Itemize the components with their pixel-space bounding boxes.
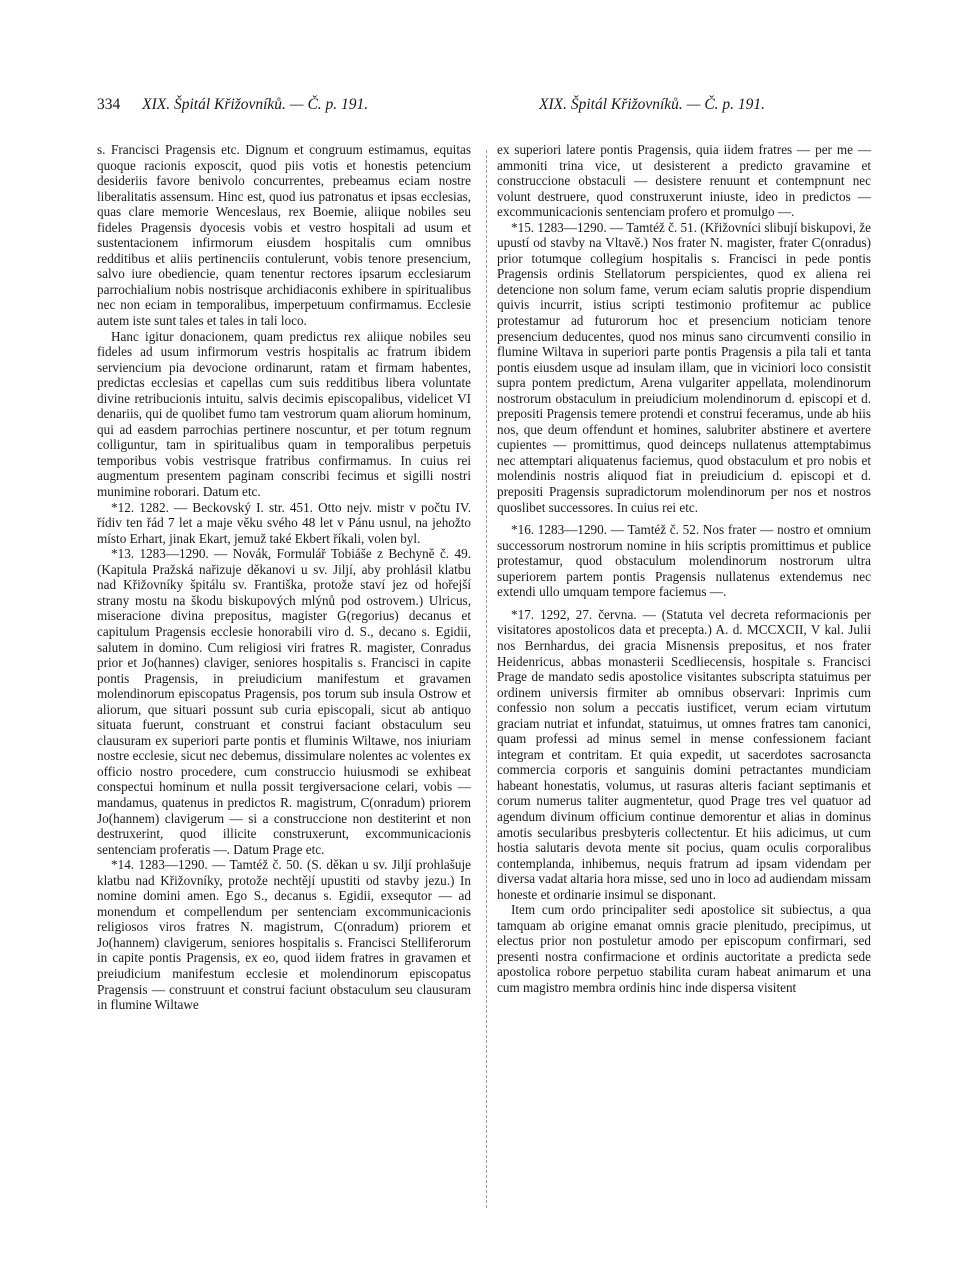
running-title-left: XIX. Špitál Křižovníků. — Č. p. 191.: [142, 96, 369, 113]
running-title-right: XIX. Špitál Křižovníků. — Č. p. 191.: [539, 96, 766, 113]
paragraph: Hanc igitur donacionem, quam predictus rex aliique nobiles seu fideles ad usum infirmorum vestris hospitalis ac fratrum ibidem serviencium pia devocione ordinarunt, ratam et firmam habentes, predictas ecclesias et capellas cum suis redditibus libera voluntate divine retribucionis intuitu, salvis decimis episcopalibus, videlicet VI denariis, qui de quolibet fumo tam vestrorum quam aliorum hominum, qui ad easdem parrochias pertinere noscuntur, et per totum regnum colliguntur, tam in spiritualibus quam in temporalibus perpetuis temporibus vobis vestrisque fratribus confirmamus. In cuius rei augmentum presentem paginam conscribi fecimus et sigilli nostri munimine roborari. Datum etc.: [97, 328, 471, 500]
page-header-right: [539, 96, 765, 114]
entry-16: *16. 1283—1290. — Tamtéž č. 52. Nos frater — nostro et omnium successorum nostrorum nomine in hiis scriptis promittimus et publice protestamur, quod obstaculum molendinorum nostrorum ultra superiorem partem pontis Pragensis nullatenus extendemus nec extendi ullo umquam tempore faciemus —.: [497, 522, 871, 600]
entry-17: *17. 1292, 27. června. — (Statuta vel decreta reformacionis per visitatores apostolicos data et precepta.) A. d. MCCXCII, V kal. Julii nos Bernhardus, dei gracia Misnensis prepositus, et nos frater Heidenricus, abbas monasterii Scedliecensis, hospitale s. Francisci Prage de mandato sedis apostolice visitantes subscripta statuimus per ordinem universis firmiter ab omnibus observari: Inprimis cum confessio non solum a peccatis iustificet, verum eciam virtutum graciam nutriat et infundat, statuimus, ut omnes fratres tam canonici, quam professi ad minus semel in mense confessionem faciant integram et contritam. Et quia expedit, ut sacerdotes sacrosancta commercia corporis et sanguinis domini petractantes mundiciam habeant honestatis, volumus, ut rasuras alteris faciant septimanis et corum numerus taliter augmentetur, quod Prage tres vel quatuor ad agendum divinum officium continue demorentur et alias in dominus amotis secularibus presbyteris collectentur. Et hiis adicimus, ut cum hostia salutaris devota mente sit pocius, quam oculis corporalibus contemplanda, inhibemus, nequis fratrum ad ipsam videndam per diversa vadat altaria hora misse, sed uno in loco ad audiendam missam honeste et ordinarie insimul se disponant.: [497, 606, 871, 902]
entry-13: *13. 1283—1290. — Novák, Formulář Tobiáše z Bechyně č. 49. (Kapitula Pražská nařizuje děkanovi u sv. Jiljí, aby prohlásil klatbu nad Křižovníky špitálu sv. Františka, protože staví jez od hořejší strany mostu na škodu biskupových mlýnů pod ostrovem.) Ulricus, miseracione divina prepositus, magister G(regorius) decanus et capitulum Pragensis ecclesie honorabili viro d. S., decano s. Egidii, salutem in domino. Cum religiosi viri fratres R. magister, Conradus prior et Jo(hannes) claviger, seniores hospitalis s. Francisci in capite pontis Pragensis, in preiudicium manifestum et gravamen molendinorum episcopatus Pragensis, pos torum sub insula Ostrow et aliorum, que situari possunt sub curia episcopali, sicut ab antiquo situata fuerunt, construant et construi faciant obstaculum seu clausuram ex superiori parte pontis et fluminis Wiltawe, nos iniuriam nostre ecclesie, sicut nec debemus, dissimulare nolentes ac volentes ex officio nostro procedere, cum construccio huiusmodi se exhibeat conspectui hominum et nulla possit tergiversacione celari, vobis — mandamus, quatenus in predictos R. magistrum, C(onradum) priorem Jo(hannem) clavigerum — si a construccione non destiterint et non destruxerint, quod illicite construxerunt, excommunicacionis sentenciam proferatis —. Datum Prage etc.: [97, 546, 471, 857]
page-number: 334: [97, 96, 121, 113]
entry-12: *12. 1282. — Beckovský I. str. 451. Otto nejv. mistr v počtu IV. řídiv ten řád 7 let a maje věku svého 48 let v Pánu usnul, na jehožto místo Erhart, jinak Ekart, jemuž také Ekbert říkali, volen byl.: [97, 499, 471, 546]
paragraph: Item cum ordo principaliter sedi apostolice sit subiectus, a qua tamquam ab origine emanat omnis gracie plenitudo, precipimus, ut electus prior non postuletur amodo per episcopum confirmari, sed presenti nostra confirmacione et ordinis auctoritate a predicta sede apostolica robore perpetuo stabilita curam habeat animarum et una cum magistro membra ordinis hinc inde dispersa visitent: [497, 902, 871, 995]
paragraph: s. Francisci Pragensis etc. Dignum et congruum estimamus, equitas quoque racionis exposcit, quod piis votis et honestis petencium desideriis favore benivolo concurrentes, prebeamus eciam nostre liberalitatis assensum. Hinc est, quod ius patronatus et ipsas ecclesias, quas clare memorie Wenceslaus, rex Boemie, aliique nobiles seu fideles Pragensis dyocesis vobis et vestro hospitali ad usum et sustentacionem infirmorum eiusdem hospitalis cum omnibus redditibus et aliis pertinenciis contulerunt, vobis tenore presencium, salvo iure obediencie, quam tenentur rectores ipsarum ecclesiarum parrochialium nobis nostrisque archidiaconis exhibere in spiritualibus nec non eciam in temporalibus, imperpetuum confirmamus. Ecclesie autem iste sunt tales et tales in tali loco.: [97, 142, 471, 329]
right-column: [497, 142, 871, 996]
entry-15: *15. 1283—1290. — Tamtéž č. 51. (Křižovníci slibují biskupovi, že upustí od stavby na Vltavě.) Nos frater N. magister, frater C(onradus) prior totumque collegium hospitalis s. Francisci in pede pontis Pragensis ordinis Stellatorum perspicientes, quod ex aliena rei detencione non solum fame, verum eciam salutis proprie dispendium quivis incurrit, istius scripti testimonio profitemur ac publice protestamur ad futurorum hoc et presencium noticiam tenore presencium deducentes, quod nos minus sano circumventi consilio in flumine Wiltava in superiori parte pontis Pragensis a pila tali et tanta pontis eiusdem usque ad insulam illam, que in viciniori loco consistit supra pontem predictum, Arena vulgariter appellata, molendinorum nostrorum obstaculum in preiudicium molendinorum d. episcopi et d. prepositi Pragensis temere protendi et construi feceramus, unde ab hiis nos, que deum offendunt et homines, salubriter abstinere et avertere cupientes — promittimus, quod deinceps nullatenus attemptabimus nec attemptari aliquatenus faciemus, quod obstaculum et pro nobis et molendinis nostris aliquod fiat in preiudicium d. episcopi et d. prepositi Pragensis supradictorum molendinorum per nos et nostros quoslibet successores. In cuius rei etc.: [497, 219, 871, 515]
column-divider: [486, 150, 487, 1208]
entry-14: *14. 1283—1290. — Tamtéž č. 50. (S. děkan u sv. Jiljí prohlašuje klatbu nad Křižovníky, protože nechtějí upustiti od stavby jezu.) In nomine domini amen. Ego S., decanus s. Egidii, exsequtor — ad monendum et compellendum per sentenciam excommunicacionis religiosos viros fratres N. magistrum, C(onradum) priorem et Jo(hannem) clavigerum, seniores hospitalis s. Francisci Stelliferorum in capite pontis Pragensis, ex eo, quod iidem fratres in gravamen et preiudicium manifestum ecclesie et molendinorum episcopatus Pragensis — construunt et construi faciunt obstaculum seu clausuram in flumine Wiltawe: [97, 857, 471, 1013]
page-header-left: [97, 96, 368, 114]
paragraph: ex superiori latere pontis Pragensis, quia iidem fratres — per me — ammoniti trina vice, ut desisterent a predicto gravamine et construccione obstaculi — desistere renuunt et contempnunt nec volunt destruere, quod construxerunt iniuste, ideo in predictos — excommunicacionis sentenciam profero et promulgo —.: [497, 142, 871, 220]
left-column: [97, 142, 471, 1013]
